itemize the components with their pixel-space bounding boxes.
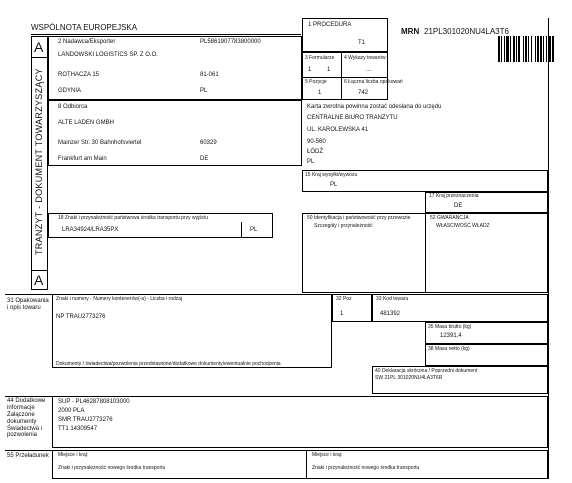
- additional-info-line4: TT1 14309547: [58, 426, 98, 432]
- office-line5: PL: [307, 159, 315, 165]
- packages-label: 6 Łączna liczba opakowań: [344, 79, 403, 85]
- consignee-label: 8 Odbiorca: [58, 104, 88, 110]
- gross-label: 35 Masa brutto (kg): [428, 324, 472, 330]
- packages-value: 742: [358, 90, 369, 96]
- transshipment-divider: [306, 450, 307, 479]
- border-transport-label: 50 Identyfikacja i państwowość przy przewozie: [307, 215, 411, 221]
- transport-value: LRA34924/LRA35PX: [62, 227, 119, 233]
- transshipment-label: 55 Przeładunek: [7, 453, 49, 459]
- mrn-value: 21PL301020NU4LA3T6: [424, 27, 509, 36]
- consignee-street: Mainzer Str. 30 Bahnhofsviertel: [58, 140, 142, 146]
- items-label: 5 Pozycje: [305, 79, 327, 85]
- forms-value: 1: [308, 67, 312, 73]
- consignee-city: Frankfurt am Main: [58, 156, 107, 162]
- guarantee-value: WŁASCIWOŚĆ WŁADZ: [436, 223, 490, 229]
- additional-info-label: 44 Dodatkowe informacje Załączone dokumenty Świadectwa i pozwolenia: [7, 398, 46, 439]
- hs-value: 481392: [380, 311, 401, 317]
- transshipment-id-left: Znaki i przynależność nowego środka transportu: [58, 465, 166, 471]
- border-transport-divider: [425, 213, 426, 293]
- consignor-city: GDYNIA: [58, 88, 82, 94]
- lists-label: 4 Wykazy towarów: [344, 55, 386, 61]
- consignee-postcode: 60329: [200, 140, 217, 146]
- items-value: 1: [318, 90, 322, 96]
- transshipment-place-left: Miejsce i kraj:: [58, 452, 89, 458]
- procedure-label: 1 PROCEDURA: [308, 22, 352, 28]
- office-line4: ŁÓDŹ: [307, 149, 324, 155]
- transshipment-id-right: Znaki i przynależność nowego środka transportu: [312, 465, 420, 471]
- consignor-postcode: 81-061: [200, 72, 219, 78]
- office-note: Karta zwrotna powinna zostać odesłana do urzędu: [307, 104, 442, 110]
- letter-a-top: A: [34, 39, 44, 55]
- office-line2: UL. KAROLEWSKA 41: [307, 127, 369, 133]
- consignor-box: [48, 36, 302, 100]
- consignor-label: 2 Nadawca/Eksporter: [58, 39, 116, 45]
- item-value: 1: [340, 311, 344, 317]
- item-label: 32 Poz: [336, 296, 352, 302]
- prev-doc-label: 40 Deklaracja skrócona / Poprzedni dokument: [375, 368, 478, 374]
- lists-value: ...: [366, 67, 372, 73]
- procedure-value: T1: [358, 40, 366, 46]
- prev-doc-value: SW 21PL 301020NU4LA3T6R: [375, 375, 443, 381]
- destination-country-label: 17 Kraj przeznaczenia: [429, 193, 479, 199]
- dispatch-country-label: 15 Kraj wysyłki/wywozu: [305, 172, 358, 178]
- destination-country-value: DE: [454, 203, 463, 209]
- mrn-barcode: [498, 36, 555, 62]
- additional-info-line3: SMR TRAU2773276: [58, 417, 113, 423]
- right-frame-edge: [548, 18, 549, 479]
- goods-desc-label: Znaki i numery - Numery kontenerów(-a) - Liczba i rodzaj: [56, 296, 183, 302]
- hs-label: 33 Kod towaru: [376, 296, 409, 302]
- header-rule: [31, 34, 301, 35]
- border-transport-value: Szczegóły i przynależność: [314, 223, 373, 229]
- forms-grid-rule: [302, 77, 388, 78]
- consignor-id: PL5861907783800000: [200, 39, 261, 45]
- goods-container: NP TRAU2773276: [56, 314, 106, 320]
- consignor-country: PL: [200, 88, 208, 94]
- transport-divider: [241, 222, 242, 238]
- consignor-name: LANDOWSKI LOGISTICS SP. Z O.O.: [58, 52, 158, 58]
- transport-country: PL: [250, 227, 258, 233]
- goods-additional-note: Dokumenty / świadectwa/pozwolenia przedstawione/dodatkowe dokumenty/ewentualnie pochodzenia: [56, 361, 281, 367]
- letter-a-bottom: A: [34, 272, 44, 288]
- goods-desc-box: [52, 294, 332, 368]
- office-line3: 90-560: [307, 139, 326, 145]
- goods-section-label: 31 Opakowania i opis towaru: [7, 298, 49, 311]
- form-title: WSPÓLNOTA EUROPEJSKA: [31, 23, 138, 32]
- office-line1: CENTRALNE BIURO TRANZYTU: [307, 115, 398, 121]
- net-label: 38 Masa netto (kg): [428, 346, 470, 352]
- dispatch-country-value: PL: [330, 182, 338, 188]
- additional-info-line1: SUP - PL46287808103000: [58, 399, 130, 405]
- forms-total: 1: [327, 67, 331, 73]
- guarantee-label: 52 GWARANCJA: [430, 215, 469, 221]
- letter-a-top-rule: [31, 57, 48, 58]
- vertical-title: TRANZYT - DOKUMENT TOWARZYSZĄCY: [34, 68, 44, 255]
- transshipment-place-right: Miejsce i kraj:: [312, 452, 343, 458]
- consignor-street: ROTHACZA 15: [58, 72, 100, 78]
- gross-value: 12391.4: [440, 333, 462, 339]
- forms-grid-divider: [341, 52, 342, 100]
- additional-info-line2: 2000 PLA: [58, 408, 85, 414]
- transport-label: 18 Znaki i przynależność państwowa środka transportu przy wyjściu: [58, 215, 209, 221]
- forms-label: 3 Formularze: [305, 55, 335, 61]
- consignee-name: ALTE LADEN GMBH: [58, 120, 114, 126]
- mrn-label: MRN: [401, 27, 420, 36]
- barcode-bar: [554, 36, 555, 62]
- consignee-country: DE: [200, 156, 209, 162]
- letter-a-bottom-rule: [31, 270, 48, 271]
